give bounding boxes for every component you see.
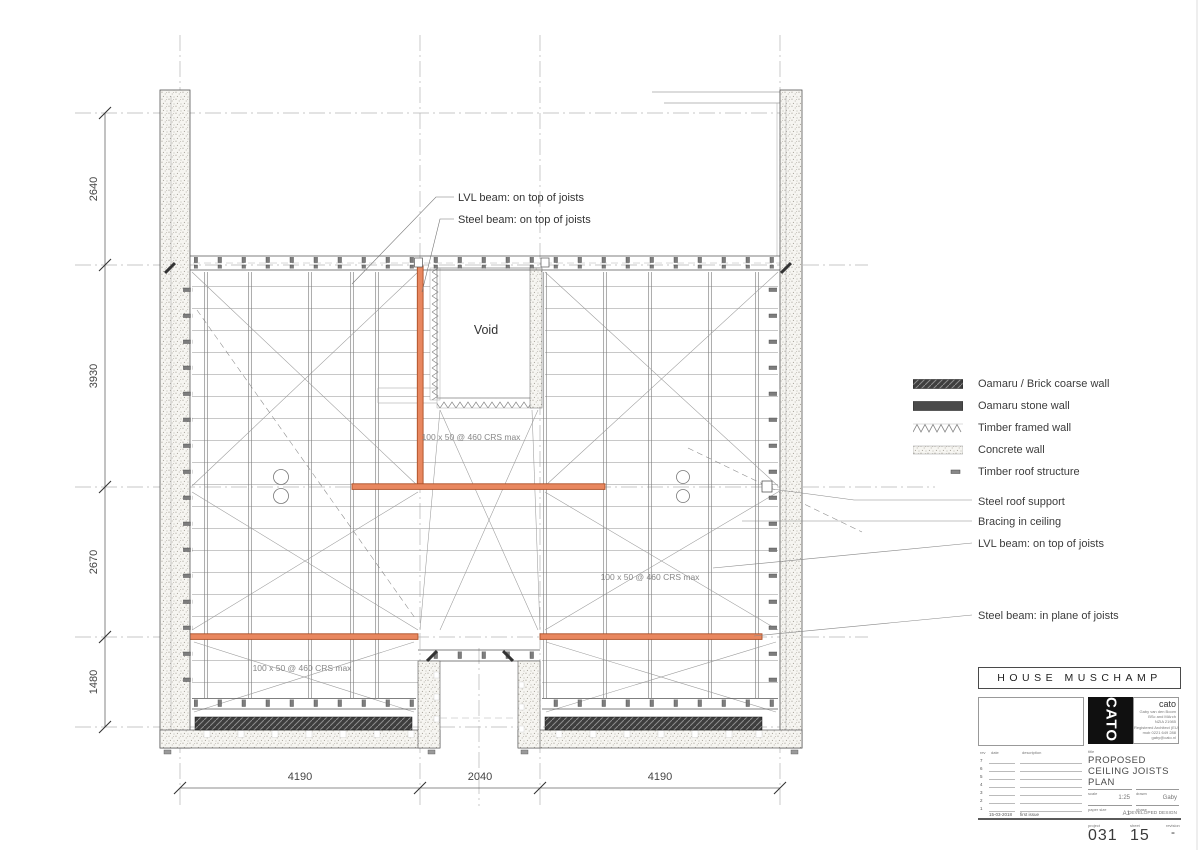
title-block-divider: [978, 818, 1181, 820]
timber-framed-wall: [437, 398, 532, 408]
concrete-wall-bottom-left: [160, 730, 440, 748]
rev-number: 5: [980, 774, 983, 779]
steel-beam-in-plane-right: [540, 634, 762, 640]
paper-size-cell: paper size A1: [1088, 807, 1130, 817]
dim-label: 2640: [88, 176, 100, 202]
rev-number: 7: [980, 758, 983, 763]
timber-framed-wall: [430, 268, 440, 400]
dim-label: 4190: [647, 771, 673, 783]
project-field-label: project: [1088, 823, 1101, 828]
project-number: 031: [1088, 827, 1118, 844]
firm-line: Registered Architect (EU): [1134, 724, 1180, 730]
concrete-wall-right: [780, 90, 802, 748]
dimension-left: [88, 107, 111, 733]
dim-label: 2040: [467, 771, 493, 783]
firm-name: cato: [1158, 699, 1176, 709]
dim-label: 4190: [287, 771, 313, 783]
brick-hatch-swatch-icon: [913, 379, 963, 389]
steel-beam-on-top: [417, 266, 423, 487]
void-label: Void: [473, 323, 499, 337]
legend-item: [913, 420, 1071, 436]
steel-beam-annotation: Steel beam: on top of joists: [458, 214, 591, 226]
firm-line: gaby@cato.nl: [1151, 735, 1176, 741]
issue-description: first issue: [1020, 812, 1040, 817]
joist-spec-label: 100 x 50 @ 460 CRS max: [421, 432, 521, 442]
legend-item: [913, 464, 1080, 480]
cato-logo: CATO: [1088, 697, 1133, 744]
title-block: [978, 667, 1181, 842]
legend-label: Timber framed wall: [978, 422, 1072, 434]
project-name-banner: HOUSE MUSCHAMP: [978, 667, 1181, 689]
date-col-header: date: [991, 750, 999, 755]
solid-dark-swatch-icon: [913, 401, 963, 411]
drawn-value: Gaby: [1162, 795, 1177, 801]
firm-line: mob 0221 649 288: [1142, 729, 1176, 735]
paper-size-value: A1: [1122, 811, 1130, 817]
rev-number: 2: [980, 798, 983, 803]
drawn-cell: drawn Gaby: [1136, 789, 1179, 804]
joist-spec-label: 100 x 50 @ 460 CRS max: [600, 572, 700, 582]
drawing-title-line1: PROPOSED: [1088, 755, 1146, 766]
roof-outline-lines: [652, 92, 780, 256]
steel-beam-in-plane-left: [180, 634, 418, 640]
steel-roof-support-box: [762, 481, 772, 492]
dim-label: 1480: [88, 669, 100, 695]
rev-number: 1: [980, 806, 983, 811]
sheet-number: 15: [1130, 827, 1150, 844]
issue-date: 15-03-2018: [989, 812, 1013, 817]
lvl-beam: [352, 484, 605, 490]
firm-line: NZIA 21985: [1154, 719, 1176, 725]
oamaru-brick-wall-right: [545, 717, 762, 730]
concrete-wall: [530, 268, 542, 408]
scale-value: 1:25: [1118, 795, 1130, 801]
legend: [913, 376, 1183, 636]
footing-tabs: [164, 750, 798, 754]
rev-col-header: rev: [980, 750, 986, 755]
legend-item: [913, 398, 1070, 414]
legend-item: [913, 442, 1045, 458]
title-field-label: title: [1088, 749, 1095, 754]
revision-value: -: [1171, 825, 1176, 839]
joist-spec-label: 100 x 50 @ 460 CRS max: [252, 663, 352, 673]
phase-cell: phase DEVELOPED DESIGN: [1136, 805, 1179, 819]
revision-field-label: revision: [1166, 823, 1180, 828]
phase-value: DEVELOPED DESIGN: [1127, 811, 1177, 816]
legend-label: Concrete wall: [978, 444, 1045, 456]
zigzag-swatch-icon: [913, 423, 963, 433]
sketch-box: [978, 697, 1084, 746]
description-col-header: description: [1022, 750, 1042, 755]
callout-steel-roof-support: Steel roof support: [978, 496, 1065, 508]
stipple-swatch-icon: [913, 445, 963, 455]
legend-item: [913, 376, 1109, 392]
legend-label: Oamaru stone wall: [978, 400, 1070, 412]
drawing-title-line2: CEILING JOISTS PLAN: [1088, 766, 1169, 788]
dimension-bottom: [174, 771, 786, 794]
callout-steel-beam-in-plane: Steel beam: in plane of joists: [978, 610, 1119, 622]
firm-line: Gaby van den Boom: [1139, 709, 1176, 714]
sheet-field-label: sheet: [1130, 823, 1140, 828]
dash-swatch-icon: [913, 467, 963, 477]
dim-label: 2670: [88, 549, 100, 575]
lvl-beam-annotation: LVL beam: on top of joists: [458, 192, 584, 204]
scale-cell: scale 1:25: [1088, 789, 1132, 804]
legend-label: Timber roof structure: [978, 466, 1080, 478]
oamaru-brick-wall-left: [195, 717, 412, 730]
dim-label: 3930: [88, 363, 100, 389]
firm-line: BSc and MArch: [1148, 714, 1176, 720]
callout-lvl-beam: LVL beam: on top of joists: [978, 538, 1104, 550]
legend-label: Oamaru / Brick coarse wall: [978, 378, 1110, 390]
firm-contact-block: [1133, 697, 1179, 744]
callout-bracing-in-ceiling: Bracing in ceiling: [978, 516, 1062, 528]
rev-number: 4: [980, 782, 983, 787]
rev-number: 6: [980, 766, 983, 771]
rev-number: 3: [980, 790, 983, 795]
